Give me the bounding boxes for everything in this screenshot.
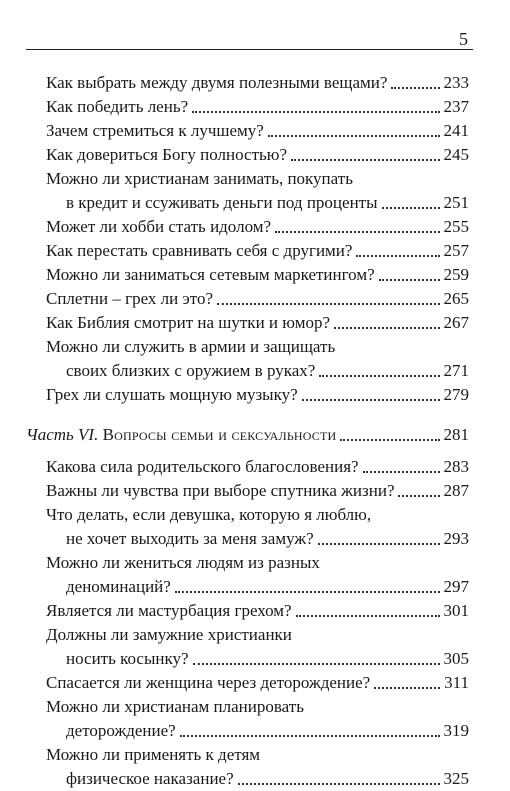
toc-entry-line — [66, 191, 469, 215]
toc-entry-line — [46, 71, 469, 95]
leader-dots — [175, 591, 440, 593]
toc-entry-line — [46, 503, 469, 527]
leader-dots — [379, 279, 440, 281]
toc-entry-page: 283 — [443, 457, 469, 476]
toc-entry-page: 319 — [443, 721, 469, 740]
page-number: 5 — [459, 29, 468, 49]
toc-entry-page: 271 — [443, 361, 469, 380]
leader-dots — [192, 111, 439, 113]
toc-entry-title: Может ли хобби стать идолом? — [46, 217, 272, 236]
toc-entry-title: Важны ли чувства при выборе спутника жизни? — [46, 481, 395, 500]
leader-dots — [268, 135, 440, 137]
toc-entry — [26, 455, 469, 479]
toc-entry-page: 233 — [443, 73, 469, 92]
leader-dots — [382, 207, 440, 209]
toc-entry-page: 279 — [443, 385, 469, 404]
toc-entry-title: Что делать, если девушка, которую я люблю, — [46, 505, 372, 524]
toc-entry-line — [46, 215, 469, 239]
leader-dots — [302, 399, 440, 401]
toc-entry-page: 245 — [443, 145, 469, 164]
toc-entry-line — [66, 527, 469, 551]
toc-entry-title: Можно ли служить в армии и защищать — [46, 337, 336, 356]
toc-entry-title: Является ли мастурбация грехом? — [46, 601, 292, 620]
toc-entry-line — [46, 599, 469, 623]
leader-dots — [275, 231, 439, 233]
toc-entry — [26, 671, 469, 695]
toc-entry-title: деноминаций? — [66, 577, 171, 596]
leader-dots — [363, 471, 440, 473]
toc-entry-title: Зачем стремиться к лучшему? — [46, 121, 264, 140]
toc-entry-title: Как победить лень? — [46, 97, 189, 116]
leader-dots — [319, 375, 439, 377]
toc-entry-line — [46, 119, 469, 143]
toc-entry — [26, 95, 469, 119]
leader-dots — [238, 783, 440, 785]
toc-entry-line — [46, 167, 469, 191]
toc-entry — [26, 263, 469, 287]
toc-entry-page: 311 — [444, 673, 469, 692]
toc-entry-line — [46, 695, 469, 719]
toc-entry-line — [46, 551, 469, 575]
toc-entry — [26, 383, 469, 407]
part-title: Вопросы семьи и сексуальности — [102, 425, 337, 444]
toc-entry-title: деторождение? — [66, 721, 176, 740]
part-page: 281 — [443, 425, 469, 444]
toc-entry-line — [46, 455, 469, 479]
toc-entry-line — [66, 767, 469, 791]
toc-entry-line — [66, 575, 469, 599]
toc-entry — [26, 215, 469, 239]
toc-entry-title: Можно ли христианам планировать — [46, 697, 304, 716]
toc-entry-title: Можно ли применять к детям — [46, 745, 261, 764]
toc-entry-title: Как перестать сравнивать себя с другими? — [46, 241, 353, 260]
toc-entry-page: 267 — [443, 313, 469, 332]
leader-dots — [318, 543, 440, 545]
toc-part-heading — [26, 423, 469, 447]
toc-entry-title: Какова сила родительского благословения? — [46, 457, 359, 476]
leader-dots — [217, 303, 439, 305]
toc-entry-page: 293 — [443, 529, 469, 548]
toc-entry-title: Спасается ли женщина через деторождение? — [46, 673, 371, 692]
toc-entry-page: 251 — [443, 193, 469, 212]
toc-entry-title: Как Библия смотрит на шутки и юмор? — [46, 313, 331, 332]
toc-entry-page: 301 — [443, 601, 469, 620]
toc-entry-title: носить косынку? — [66, 649, 189, 668]
toc-entry-line — [46, 287, 469, 311]
toc-entry-title: Как выбрать между двумя полезными вещами? — [46, 73, 388, 92]
leader-dots — [334, 327, 439, 329]
toc-entry-page: 265 — [443, 289, 469, 308]
toc-entry-page: 325 — [443, 769, 469, 788]
toc-entry-line — [46, 335, 469, 359]
leader-dots — [340, 439, 439, 441]
toc-entry-title: Должны ли замужние христианки — [46, 625, 292, 644]
toc-entry — [26, 239, 469, 263]
toc-entry-title: Грех ли слушать мощную музыку? — [46, 385, 298, 404]
table-of-contents — [26, 71, 469, 791]
toc-entry-page: 297 — [443, 577, 469, 596]
leader-dots — [193, 663, 440, 665]
toc-entry-line — [46, 239, 469, 263]
toc-entry-title: Можно ли христианам занимать, покупать — [46, 169, 353, 188]
leader-dots — [296, 615, 440, 617]
toc-entry-title: в кредит и ссуживать деньги под проценты — [66, 193, 378, 212]
header-rule — [26, 49, 473, 50]
leader-dots — [356, 255, 439, 257]
toc-entry-title: не хочет выходить за меня замуж? — [66, 529, 314, 548]
toc-entry-line — [46, 143, 469, 167]
leader-dots — [398, 495, 439, 497]
toc-entry-page: 257 — [443, 241, 469, 260]
toc-entry-line — [46, 95, 469, 119]
toc-entry — [26, 71, 469, 95]
toc-section-a — [26, 71, 469, 407]
toc-entry-page: 287 — [443, 481, 469, 500]
leader-dots — [180, 735, 440, 737]
toc-entry-title: Как довериться Богу полностью? — [46, 145, 288, 164]
toc-entry — [26, 743, 469, 791]
toc-entry-page: 305 — [443, 649, 469, 668]
toc-entry-line — [46, 623, 469, 647]
toc-entry-line — [46, 311, 469, 335]
toc-entry — [26, 287, 469, 311]
toc-entry — [26, 503, 469, 551]
toc-entry-line — [66, 719, 469, 743]
toc-entry — [26, 311, 469, 335]
toc-entry — [26, 335, 469, 383]
toc-entry-line — [66, 359, 469, 383]
toc-entry-line — [46, 383, 469, 407]
toc-entry — [26, 143, 469, 167]
toc-entry — [26, 479, 469, 503]
toc-entry-page: 241 — [443, 121, 469, 140]
toc-entry-title: Можно ли жениться людям из разных — [46, 553, 320, 572]
leader-dots — [391, 87, 439, 89]
toc-entry — [26, 599, 469, 623]
toc-entry-title: Можно ли заниматься сетевым маркетингом? — [46, 265, 375, 284]
toc-entry — [26, 551, 469, 599]
toc-section-b — [26, 455, 469, 791]
toc-entry-line — [46, 743, 469, 767]
toc-entry-line — [46, 479, 469, 503]
part-label: Часть VI. — [26, 425, 99, 444]
toc-entry — [26, 695, 469, 743]
toc-entry-line — [66, 647, 469, 671]
toc-entry-title: Сплетни – грех ли это? — [46, 289, 214, 308]
toc-entry — [26, 167, 469, 215]
toc-entry-page: 259 — [443, 265, 469, 284]
toc-entry-page: 255 — [443, 217, 469, 236]
leader-dots — [374, 687, 440, 689]
toc-entry — [26, 623, 469, 671]
toc-entry — [26, 119, 469, 143]
toc-entry-line — [46, 671, 469, 695]
toc-entry-title: физическое наказание? — [66, 769, 234, 788]
toc-entry-line — [46, 263, 469, 287]
toc-entry-page: 237 — [443, 97, 469, 116]
toc-entry-title: своих близких с оружием в руках? — [66, 361, 316, 380]
leader-dots — [291, 159, 439, 161]
